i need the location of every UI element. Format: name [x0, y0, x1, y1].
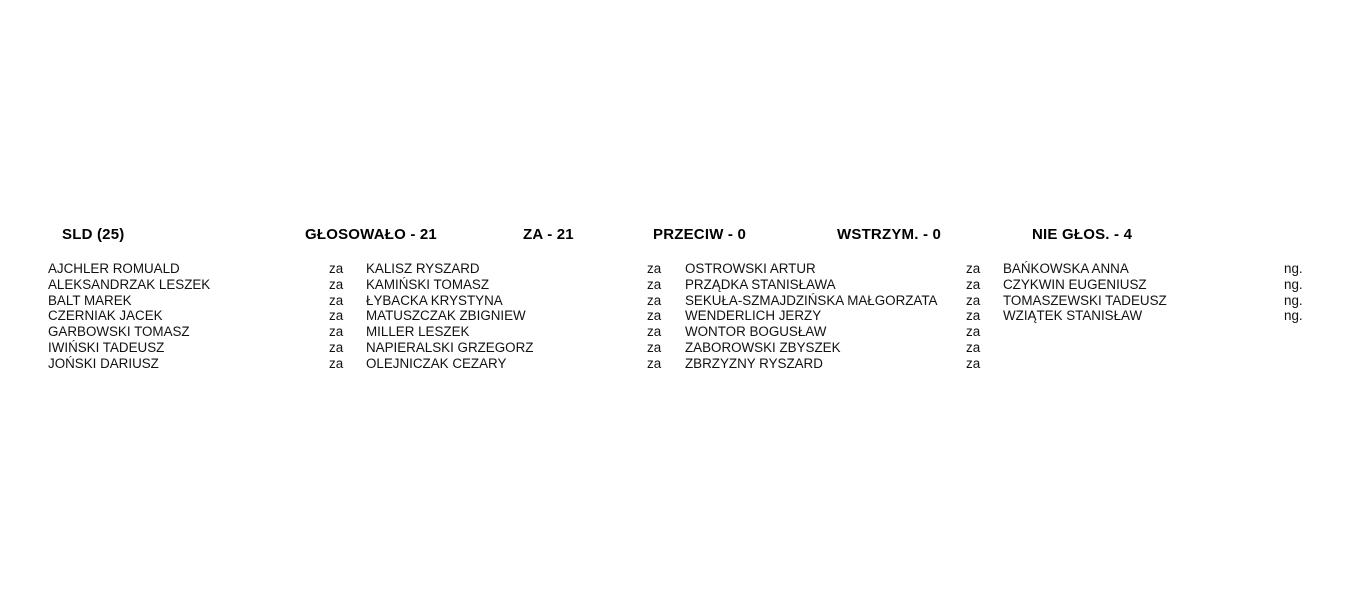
member-name: OSTROWSKI ARTUR [685, 261, 816, 276]
member-name: CZYKWIN EUGENIUSZ [1003, 276, 1147, 292]
vote-marker: za [329, 339, 344, 355]
members-column-1 [48, 261, 383, 372]
member-row [48, 340, 383, 356]
member-name: ŁYBACKA KRYSTYNA [366, 292, 503, 308]
member-name: MILLER LESZEK [366, 324, 470, 340]
vote-marker: za [966, 276, 981, 292]
party-header: SLD (25) [62, 226, 125, 243]
member-row [1003, 277, 1338, 293]
vote-marker: za [647, 339, 662, 355]
stat-przeciw: PRZECIW - 0 [653, 226, 747, 243]
member-name: WZIĄTEK STANISŁAW [1003, 308, 1143, 324]
member-name: GARBOWSKI TOMASZ [48, 324, 190, 340]
member-name: CZERNIAK JACEK [48, 308, 163, 324]
member-name: JOŃSKI DARIUSZ [48, 355, 159, 371]
vote-marker: za [329, 292, 344, 308]
member-name: KAMIŃSKI TOMASZ [366, 276, 490, 292]
vote-marker: za [329, 308, 344, 324]
vote-marker: za [329, 276, 344, 292]
member-row [366, 324, 701, 340]
member-name: MATUSZCZAK ZBIGNIEW [366, 308, 526, 324]
member-name: BALT MAREK [48, 292, 132, 308]
vote-marker: ng. [1284, 308, 1303, 324]
member-name: ZBRZYZNY RYSZARD [685, 355, 823, 371]
member-row [685, 293, 1020, 309]
member-name: BAŃKOWSKA ANNA [1003, 261, 1129, 276]
member-row [48, 324, 383, 340]
vote-marker: za [329, 261, 344, 276]
member-name: PRZĄDKA STANISŁAWA [685, 276, 836, 292]
member-name: AJCHLER ROMUALD [48, 261, 180, 276]
member-row [1003, 261, 1338, 277]
vote-marker: za [966, 292, 981, 308]
member-row [366, 293, 701, 309]
member-name: OLEJNICZAK CEZARY [366, 355, 507, 371]
member-row [48, 277, 383, 293]
member-row [685, 277, 1020, 293]
vote-marker: ng. [1284, 276, 1303, 292]
vote-marker: za [647, 308, 662, 324]
vote-marker: ng. [1284, 292, 1303, 308]
member-name: ZABOROWSKI ZBYSZEK [685, 339, 841, 355]
member-row [1003, 308, 1338, 324]
stat-wstrzym: WSTRZYM. - 0 [837, 226, 942, 243]
vote-marker: za [647, 276, 662, 292]
member-name: TOMASZEWSKI TADEUSZ [1003, 292, 1167, 308]
member-name: NAPIERALSKI GRZEGORZ [366, 339, 534, 355]
member-row [366, 261, 701, 277]
vote-marker: za [966, 261, 981, 276]
member-row [48, 308, 383, 324]
member-row [366, 340, 701, 356]
stat-za: ZA - 21 [523, 226, 574, 243]
member-name: KALISZ RYSZARD [366, 261, 480, 276]
vote-marker: za [329, 324, 344, 340]
vote-marker: za [647, 324, 662, 340]
members-column-3 [685, 261, 1020, 372]
member-row [48, 293, 383, 309]
members-column-2 [366, 261, 701, 372]
stat-glosowalo: GŁOSOWAŁO - 21 [305, 226, 437, 243]
member-row [366, 308, 701, 324]
member-row [685, 340, 1020, 356]
member-row [685, 261, 1020, 277]
stat-nie-glos: NIE GŁOS. - 4 [1032, 226, 1133, 243]
member-row [48, 261, 383, 277]
members-column-4 [1003, 261, 1338, 324]
member-row [685, 356, 1020, 372]
member-name: WONTOR BOGUSŁAW [685, 324, 827, 340]
member-row [685, 308, 1020, 324]
member-name: WENDERLICH JERZY [685, 308, 822, 324]
vote-marker: za [966, 308, 981, 324]
member-row [685, 324, 1020, 340]
member-name: ALEKSANDRZAK LESZEK [48, 276, 211, 292]
vote-marker: za [329, 355, 344, 371]
vote-marker: za [647, 261, 662, 276]
vote-marker: za [966, 324, 981, 340]
member-row [1003, 293, 1338, 309]
member-row [48, 356, 383, 372]
vote-marker: za [647, 355, 662, 371]
vote-marker: za [966, 339, 981, 355]
vote-marker: za [647, 292, 662, 308]
member-row [366, 277, 701, 293]
member-name: SEKUŁA-SZMAJDZIŃSKA MAŁGORZATA [685, 292, 938, 308]
member-name: IWIŃSKI TADEUSZ [48, 339, 165, 355]
vote-marker: ng. [1284, 261, 1303, 276]
member-row [366, 356, 701, 372]
vote-marker: za [966, 355, 981, 371]
